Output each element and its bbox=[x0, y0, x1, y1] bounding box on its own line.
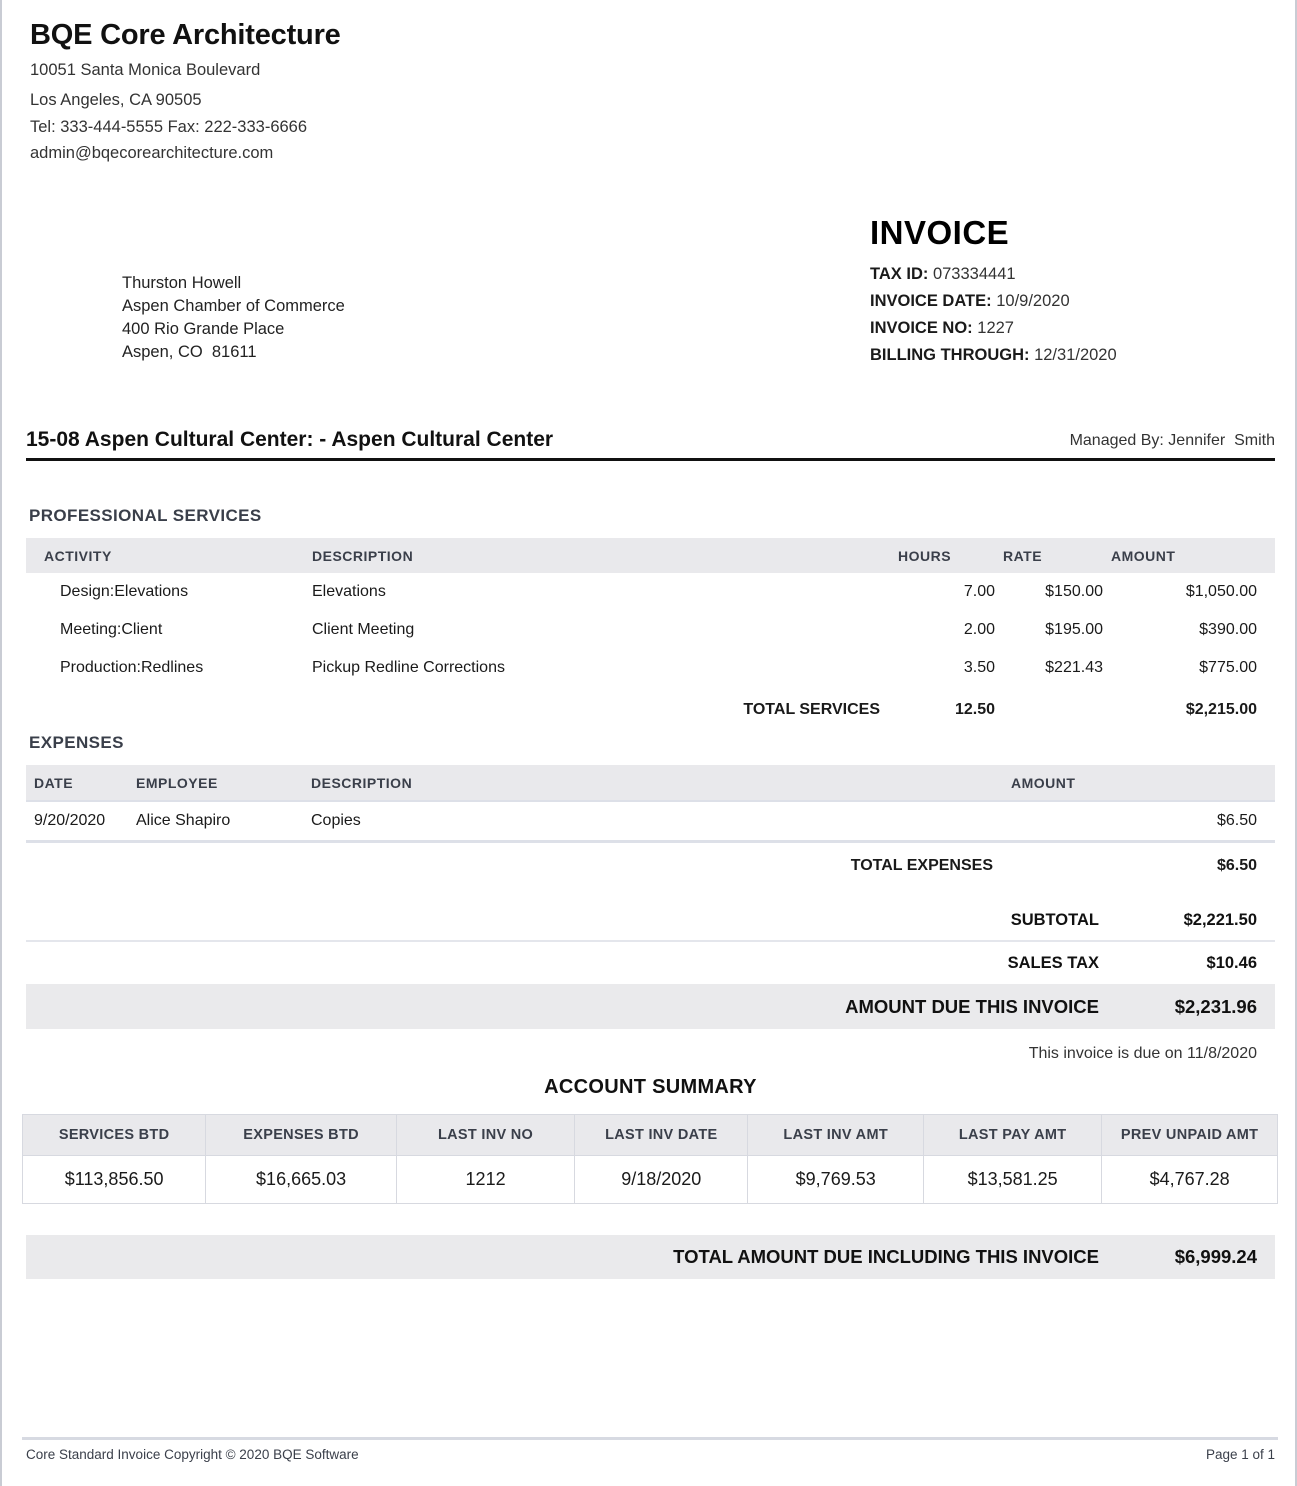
service-description: Elevations bbox=[312, 583, 386, 600]
due-date-note: This invoice is due on 11/8/2020 bbox=[1028, 1045, 1257, 1062]
acct-val-services-btd: $113,856.50 bbox=[23, 1156, 206, 1204]
subtotal-label: SUBTOTAL bbox=[1010, 910, 1099, 929]
table-row bbox=[26, 649, 1275, 687]
company-phone-fax: Tel: 333-444-5555 Fax: 222-333-6666 bbox=[30, 117, 308, 136]
acct-val-last-inv-amt: $9,769.53 bbox=[748, 1156, 924, 1204]
grand-total-label: TOTAL AMOUNT DUE INCLUDING THIS INVOICE bbox=[673, 1246, 1099, 1267]
acct-col-services-btd: SERVICES BTD bbox=[23, 1115, 206, 1156]
acct-col-last-inv-date: LAST INV DATE bbox=[575, 1115, 748, 1156]
bill-to-street: 400 Rio Grande Place bbox=[122, 320, 285, 338]
footer-page-number: Page 1 of 1 bbox=[1205, 1447, 1275, 1462]
services-total-row bbox=[26, 687, 1275, 727]
billing-through-label: BILLING THROUGH: bbox=[870, 346, 1030, 364]
expenses-col-description: DESCRIPTION bbox=[311, 765, 1011, 801]
service-activity: Design:Elevations bbox=[60, 583, 189, 600]
managed-by-label: Managed By: Jennifer Smith bbox=[1069, 432, 1275, 450]
sales-tax-value: $10.46 bbox=[1206, 953, 1257, 972]
expenses-total-label: TOTAL EXPENSES bbox=[850, 857, 993, 874]
amount-due-label: AMOUNT DUE THIS INVOICE bbox=[845, 995, 1099, 1017]
project-title: 15-08 Aspen Cultural Center: - Aspen Cultural Center bbox=[26, 428, 554, 451]
bill-to-block bbox=[122, 272, 345, 364]
professional-services-heading: PROFESSIONAL SERVICES bbox=[29, 506, 262, 525]
company-address-line-2: Los Angeles, CA 90505 bbox=[30, 91, 202, 110]
services-total-label: TOTAL SERVICES bbox=[743, 701, 880, 718]
expenses-col-date: DATE bbox=[26, 765, 136, 801]
acct-val-last-inv-no: 1212 bbox=[396, 1156, 574, 1204]
services-col-description: DESCRIPTION bbox=[312, 538, 898, 573]
services-col-hours: HOURS bbox=[898, 538, 1003, 573]
acct-col-expenses-btd: EXPENSES BTD bbox=[206, 1115, 397, 1156]
acct-col-last-inv-amt: LAST INV AMT bbox=[748, 1115, 924, 1156]
subtotal-row bbox=[26, 900, 1275, 942]
service-rate: $221.43 bbox=[1045, 659, 1103, 676]
billing-through-value: 12/31/2020 bbox=[1034, 346, 1117, 364]
table-row bbox=[26, 801, 1275, 842]
totals-block bbox=[26, 900, 1275, 1063]
services-total-hours: 12.50 bbox=[954, 701, 995, 718]
services-col-activity: ACTIVITY bbox=[26, 538, 312, 573]
expenses-total-amount: $6.50 bbox=[1216, 857, 1257, 874]
services-total-amount: $2,215.00 bbox=[1185, 701, 1257, 718]
invoice-no-row bbox=[870, 315, 1117, 342]
expense-amount: $6.50 bbox=[1011, 801, 1275, 842]
table-row bbox=[26, 611, 1275, 649]
services-col-amount: AMOUNT bbox=[1111, 538, 1275, 573]
account-summary-table bbox=[22, 1114, 1278, 1204]
tax-id-label: TAX ID: bbox=[870, 265, 929, 283]
invoice-no-label: INVOICE NO: bbox=[870, 319, 973, 337]
service-rate: $150.00 bbox=[1045, 583, 1103, 600]
service-hours: 2.00 bbox=[963, 621, 995, 638]
expenses-header-row bbox=[26, 765, 1275, 801]
acct-val-prev-unpaid-amt: $4,767.28 bbox=[1102, 1156, 1278, 1204]
tax-id-row bbox=[870, 261, 1117, 288]
footer-copyright: Core Standard Invoice Copyright © 2020 BQE Software bbox=[26, 1447, 359, 1462]
expenses-heading: EXPENSES bbox=[29, 733, 124, 752]
company-header bbox=[30, 20, 341, 172]
expenses-total-row bbox=[26, 842, 1275, 884]
service-activity: Production:Redlines bbox=[60, 659, 204, 676]
sales-tax-row bbox=[26, 942, 1275, 984]
expense-employee: Alice Shapiro bbox=[136, 801, 311, 842]
account-summary-header-row bbox=[23, 1115, 1278, 1156]
acct-val-last-pay-amt: $13,581.25 bbox=[924, 1156, 1102, 1204]
service-amount: $390.00 bbox=[1199, 621, 1257, 638]
company-email: admin@bqecorearchitecture.com bbox=[30, 144, 274, 163]
bill-to-name: Thurston Howell bbox=[122, 274, 242, 292]
acct-col-last-pay-amt: LAST PAY AMT bbox=[924, 1115, 1102, 1156]
grand-total-value: $6,999.24 bbox=[1174, 1246, 1257, 1267]
invoice-date-row bbox=[870, 288, 1117, 315]
table-row bbox=[26, 573, 1275, 611]
service-hours: 3.50 bbox=[963, 659, 995, 676]
project-title-bar bbox=[26, 428, 1275, 461]
sales-tax-label: SALES TAX bbox=[1007, 953, 1099, 972]
bill-to-city-state-zip: Aspen, CO 81611 bbox=[122, 343, 257, 361]
expenses-col-employee: EMPLOYEE bbox=[136, 765, 311, 801]
invoice-date-value: 10/9/2020 bbox=[996, 292, 1070, 310]
footer-divider bbox=[22, 1437, 1278, 1440]
billing-through-row bbox=[870, 342, 1117, 369]
expense-date: 9/20/2020 bbox=[26, 801, 136, 842]
subtotal-value: $2,221.50 bbox=[1183, 910, 1257, 929]
page-footer bbox=[26, 1447, 1275, 1462]
acct-col-last-inv-no: LAST INV NO bbox=[396, 1115, 574, 1156]
service-amount: $1,050.00 bbox=[1185, 583, 1257, 600]
expenses-table bbox=[26, 765, 1275, 883]
invoice-meta-block bbox=[870, 216, 1117, 369]
service-amount: $775.00 bbox=[1199, 659, 1257, 676]
service-activity: Meeting:Client bbox=[60, 621, 163, 638]
account-summary-heading: ACCOUNT SUMMARY bbox=[544, 1076, 757, 1098]
amount-due-row bbox=[26, 984, 1275, 1029]
tax-id-value: 073334441 bbox=[932, 265, 1016, 283]
expense-description: Copies bbox=[311, 801, 1011, 842]
service-description: Pickup Redline Corrections bbox=[312, 659, 505, 676]
table-row bbox=[23, 1156, 1278, 1204]
service-description: Client Meeting bbox=[312, 621, 415, 638]
expenses-col-amount: AMOUNT bbox=[1011, 765, 1275, 801]
acct-col-prev-unpaid-amt: PREV UNPAID AMT bbox=[1102, 1115, 1278, 1156]
amount-due-value: $2,231.96 bbox=[1174, 995, 1257, 1017]
professional-services-table bbox=[26, 538, 1275, 727]
invoice-date-label: INVOICE DATE: bbox=[870, 292, 992, 310]
acct-val-expenses-btd: $16,665.03 bbox=[206, 1156, 397, 1204]
company-address-line-1: 10051 Santa Monica Boulevard bbox=[30, 60, 261, 79]
invoice-title: INVOICE bbox=[870, 214, 1010, 251]
service-hours: 7.00 bbox=[963, 583, 995, 600]
bill-to-organization: Aspen Chamber of Commerce bbox=[122, 297, 345, 315]
service-rate: $195.00 bbox=[1045, 621, 1103, 638]
acct-val-last-inv-date: 9/18/2020 bbox=[575, 1156, 748, 1204]
services-header-row bbox=[26, 538, 1275, 573]
services-col-rate: RATE bbox=[1003, 538, 1111, 573]
invoice-no-value: 1227 bbox=[977, 319, 1014, 337]
company-name: BQE Core Architecture bbox=[30, 19, 341, 51]
grand-total-row bbox=[26, 1235, 1275, 1279]
